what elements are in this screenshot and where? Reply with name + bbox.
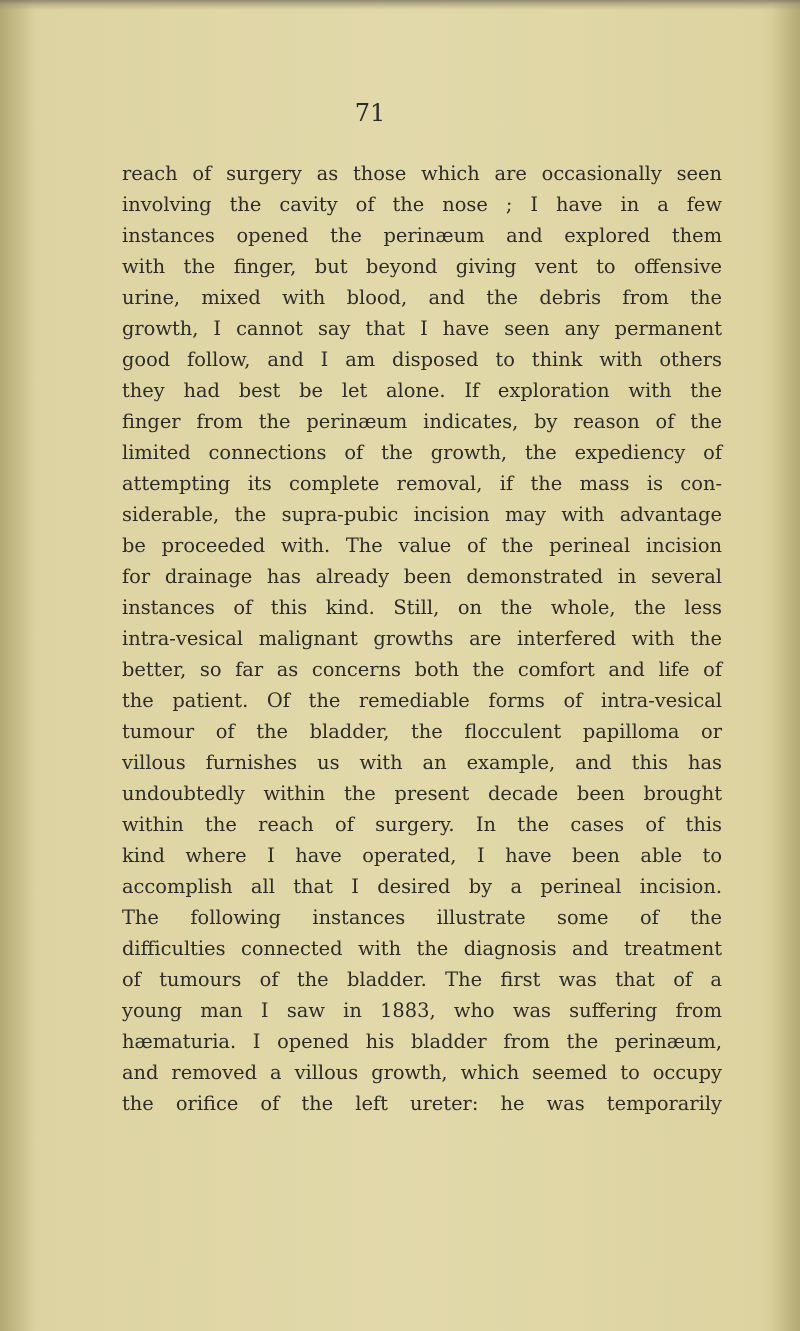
text-line: be proceeded with. The value of the perineal incision <box>122 534 722 557</box>
page-number: 71 <box>354 99 386 127</box>
text-line: accomplish all that I desired by a perineal incision. <box>122 875 722 898</box>
text-line: finger from the perinæum indicates, by reason of the <box>122 410 722 433</box>
text-line: urine, mixed with blood, and the debris from the <box>122 286 722 309</box>
text-line: kind where I have operated, I have been able to <box>122 844 722 867</box>
text-line: attempting its complete removal, if the mass is con- <box>122 472 722 495</box>
text-line: instances opened the perinæum and explored them <box>122 224 722 247</box>
text-line: involving the cavity of the nose ; I have in a few <box>122 193 722 216</box>
text-line: instances of this kind. Still, on the whole, the less <box>122 596 722 619</box>
page-right-shadow <box>772 0 800 1331</box>
text-line: the patient. Of the remediable forms of intra-vesical <box>122 689 722 712</box>
body-text <box>122 158 722 1119</box>
text-line: tumour of the bladder, the flocculent papilloma or <box>122 720 722 743</box>
text-line: young man I saw in 1883, who was suffering from <box>122 999 722 1022</box>
text-line: growth, I cannot say that I have seen any permanent <box>122 317 722 340</box>
text-line: better, so far as concerns both the comfort and life of <box>122 658 722 681</box>
text-line: for drainage has already been demonstrated in several <box>122 565 722 588</box>
text-line: of tumours of the bladder. The first was that of a <box>122 968 722 991</box>
text-line: difficulties connected with the diagnosis and treatment <box>122 937 722 960</box>
text-line: good follow, and I am disposed to think with others <box>122 348 722 371</box>
text-line: villous furnishes us with an example, and this has <box>122 751 722 774</box>
text-line: intra-vesical malignant growths are interfered with the <box>122 627 722 650</box>
page-top-edge <box>0 0 800 10</box>
text-line: siderable, the supra-pubic incision may with advantage <box>122 503 722 526</box>
text-line: hæmaturia. I opened his bladder from the perinæum, <box>122 1030 722 1053</box>
text-line: with the finger, but beyond giving vent to offensive <box>122 255 722 278</box>
text-line: limited connections of the growth, the expediency of <box>122 441 722 464</box>
text-line: undoubtedly within the present decade been brought <box>122 782 722 805</box>
page-left-shadow <box>0 0 34 1331</box>
text-line: the orifice of the left ureter: he was temporarily <box>122 1092 722 1115</box>
text-line: and removed a villous growth, which seemed to occupy <box>122 1061 722 1084</box>
text-line: within the reach of surgery. In the cases of this <box>122 813 722 836</box>
text-line: they had best be let alone. If exploration with the <box>122 379 722 402</box>
text-line: The following instances illustrate some of the <box>122 906 722 929</box>
text-line: reach of surgery as those which are occasionally seen <box>122 162 722 185</box>
